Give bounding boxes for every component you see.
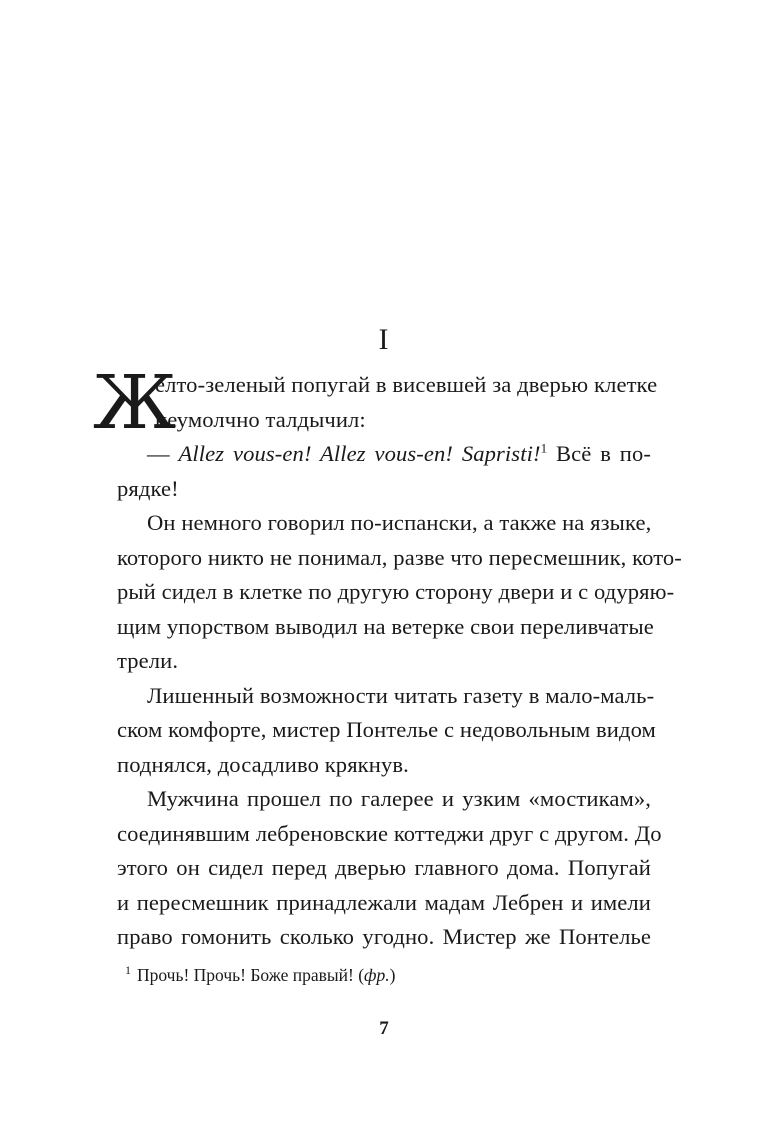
- text-line: трели.: [117, 648, 179, 673]
- text-line: Он немного говорил по-испански, а также на языке,: [147, 510, 652, 535]
- text-line: щим упорством выводил на ветерке свои переливчатые: [117, 613, 654, 639]
- dialogue-line: [117, 437, 651, 472]
- footnote-text: Прочь! Прочь! Боже правый!: [137, 965, 354, 985]
- french-quote: Allez vous-en! Allez vous-en! Sapristi!: [178, 441, 541, 466]
- text-line: рый сидел в клетке по другую сторону двери и с одуряю-: [117, 579, 675, 604]
- opening-paragraph: [93, 360, 658, 446]
- text-line: право гомонить сколько угодно. Мистер же Понтелье: [117, 924, 651, 949]
- text-line: соединявшим лебреновские коттеджи друг с другом. До: [117, 820, 662, 846]
- footnote-number: 1: [125, 963, 131, 978]
- text-line: которого никто не понимал, разве что пересмешник, кото-: [117, 544, 682, 570]
- text-fragment: Всё в по-: [556, 441, 652, 466]
- text-line: елто-зеленый попугай в висевшей за дверью клетке: [155, 372, 658, 397]
- text-line: рядке!: [117, 475, 179, 501]
- chapter-number: I: [378, 323, 390, 356]
- text-line: Мужчина прошел по галерее и узким «мостикам»,: [147, 786, 651, 811]
- text-line: ском комфорте, мистер Понтелье с недовольным видом: [117, 717, 656, 742]
- em-dash: —: [147, 441, 170, 466]
- text-line: поднялся, досадливо крякнув.: [117, 751, 409, 777]
- footnote-language: фр.: [364, 965, 390, 985]
- body-text: [93, 360, 682, 955]
- text-line: Лишенный возможности читать газету в мало-маль-: [147, 682, 655, 708]
- footnote-ref: 1: [540, 440, 548, 456]
- text-line: неумолчно талдычил:: [155, 406, 366, 432]
- page-number: 7: [379, 1018, 389, 1039]
- footnote: $^1$ Прочь! Прочь! Боже правый! (фр.): [125, 963, 396, 985]
- text-line: этого он сидел перед дверью главного дома. Попугай: [117, 855, 651, 880]
- drop-cap: Ж: [93, 360, 177, 446]
- book-page: [93, 0, 682, 1122]
- text-line: и пересмешник принадлежали мадам Лебрен и имели: [117, 889, 651, 915]
